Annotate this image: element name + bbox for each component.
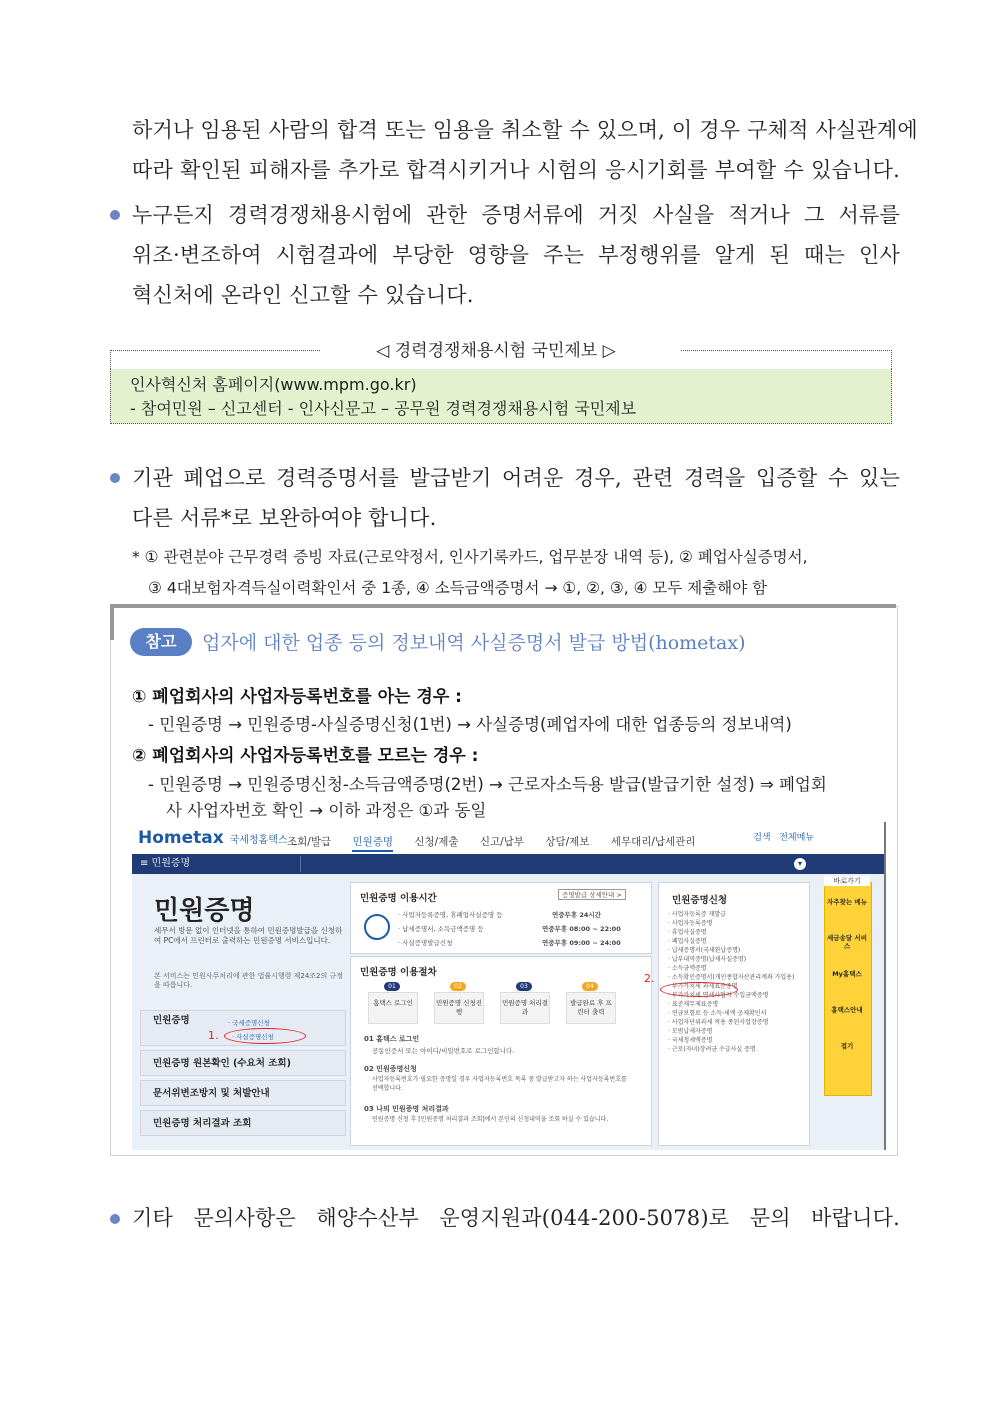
time-row-value: 연중무휴 08:00 ~ 22:00: [542, 925, 621, 933]
side-item[interactable]: My홈택스: [832, 970, 862, 978]
proc-item-title: 03 나의 민원증명 처리결과: [364, 1105, 449, 1113]
step-box: 홈택스 로그인: [368, 992, 418, 1024]
clock-icon: [364, 914, 390, 940]
notice-line-1: 인사혁신처 홈페이지(www.mpm.go.kr): [130, 375, 417, 394]
hometax-time-button[interactable]: 증명발급 상세안내 >: [558, 889, 626, 900]
all-menu-icon[interactable]: 전체메뉴: [779, 833, 814, 843]
bullet-icon: [110, 210, 120, 220]
hometax-proc-title: 민원증명 이용절차: [360, 967, 437, 978]
reference-heading-2: ② 폐업회사의 사업자등록번호를 모르는 경우 :: [132, 746, 479, 766]
hometax-logo: Hometax 국세청홈택스: [138, 828, 288, 848]
apply-list-item[interactable]: · 사업자등록증명: [668, 920, 713, 927]
reference-text-2b: 사 사업자번호 확인 → 이하 과정은 ①과 동일: [166, 801, 487, 820]
time-row-label: · 사업자등록증명, 휴폐업사실증명 등: [398, 911, 503, 919]
paragraph-line: 위조·변조하여 시험결과에 부당한 영향을 주는 부정행위를 알게 된 때는 인사: [132, 243, 900, 267]
time-row-value: 연중무휴 24시간: [552, 911, 601, 919]
reference-text-2a: - 민원증명 → 민원증명신청-소득금액증명(2번) → 근로자소득용 발급(발급기한 설정) ⇒ 폐업회: [148, 775, 827, 794]
step-box: 민원증명 신청진행: [434, 992, 484, 1024]
nav-item[interactable]: 조회/발급: [287, 836, 332, 848]
paragraph-1: [132, 110, 918, 190]
apply-list-item[interactable]: · 모범납세자증명: [668, 1028, 713, 1035]
hometax-desc2: 본 서비스는 민원사무처리에 관한 법률시행령 제24조2의 규정을 따릅니다.: [154, 972, 343, 989]
paragraph-3: [132, 458, 900, 538]
side-item[interactable]: 접기: [840, 1042, 854, 1050]
side-item[interactable]: 세금송달 서비스: [827, 934, 867, 950]
red-highlight-2: [660, 982, 738, 997]
paragraph-4: [132, 1198, 900, 1238]
hometax-apply-title: 민원증명신청: [672, 895, 728, 906]
apply-list-item[interactable]: · 국세청세액증명: [668, 1037, 713, 1044]
paragraph-line: 누구든지 경력경쟁채용시험에 관한 증명서류에 거짓 사실을 적거나 그 서류를: [132, 203, 900, 227]
step-number: 01: [384, 982, 400, 991]
hometax-nav: [287, 834, 713, 849]
step-number: 03: [516, 982, 532, 991]
bullet-icon: [110, 473, 120, 483]
apply-list-item[interactable]: · 사업자등록증 재발급: [668, 911, 726, 918]
apply-list-item[interactable]: · 연금보험료 등 소득·세액 공제확인서: [668, 1010, 767, 1017]
reference-badge: 참고: [130, 628, 192, 656]
proc-item-text: 공동인증서 또는 아이디/비밀번호로 로그인합니다.: [372, 1047, 515, 1055]
paragraph-line: 기타 문의사항은 해양수산부 운영지원과(044-200-5078)로 문의 바랍니다.: [132, 1206, 900, 1230]
proc-item-title: 02 민원증명신청: [364, 1065, 417, 1073]
time-row-value: 연중무휴 09:00 ~ 24:00: [542, 939, 621, 947]
apply-list-item[interactable]: · 휴업사실증명: [668, 929, 707, 936]
side-item[interactable]: 홈택스안내: [831, 1006, 863, 1014]
apply-list-item[interactable]: · 표준재무제표증명: [668, 1001, 719, 1008]
reference-title: 업자에 대한 업종 등의 정보내역 사실증명서 발급 방법(hometax): [202, 632, 746, 654]
apply-list-item[interactable]: · 사업자단위과세 적용 종된사업장증명: [668, 1019, 769, 1026]
hometax-side-title: 바로가기: [824, 876, 870, 886]
paragraph-line: 따라 확인된 피해자를 추가로 합격시키거나 시험의 응시기회를 부여할 수 있습니다.: [132, 158, 900, 182]
paragraph-line: 다른 서류*로 보완하여야 합니다.: [132, 506, 437, 530]
nav-item[interactable]: 세무대리/납세관리: [610, 836, 696, 848]
paragraph-line: 혁신처에 온라인 신고할 수 있습니다.: [132, 283, 474, 307]
reference-box-top-border: [110, 604, 896, 608]
nav-item[interactable]: 상담/제보: [545, 836, 590, 848]
marker-2: 2.: [644, 972, 655, 985]
reference-text-1: - 민원증명 → 민원증명-사실증명신청(1번) → 사실증명(폐업자에 대한 업종등의 정보내역): [148, 715, 792, 734]
bullet-icon: [110, 1214, 120, 1224]
step-number: 02: [450, 982, 466, 991]
hometax-menu-3[interactable]: 문서위변조방지 및 처발안내: [140, 1080, 346, 1106]
notice-line-2: - 참여민원 – 신고센터 - 인사신문고 – 공무원 경력경쟁채용시험 국민제보: [130, 399, 637, 418]
hometax-menu-4[interactable]: 민원증명 처리결과 조회: [140, 1110, 346, 1136]
notice-title: ◁ 경력경쟁채용시험 국민제보 ▷: [376, 341, 616, 361]
hometax-dropdown[interactable]: ≡ 민원증명: [140, 856, 301, 872]
hometax-screenshot: [132, 822, 886, 1150]
hometax-time-title: 민원증명 이용시간: [360, 893, 437, 904]
footnote-line-2: ③ 4대보험자격득실이력확인서 중 1종, ④ 소득금액증명서 → ①, ②, ③, ④ 모두 제출해야 함: [148, 579, 768, 597]
reference-heading-1: ① 폐업회사의 사업자등록번호를 아는 경우 :: [132, 687, 462, 707]
apply-list-item[interactable]: · 폐업사실증명: [668, 938, 707, 945]
side-item[interactable]: 자주찾는 메뉴: [827, 898, 867, 906]
paragraph-2: [132, 195, 900, 315]
red-highlight-1: [224, 1028, 306, 1044]
time-row-label: · 납세증명서, 소득금액증명 등: [398, 925, 484, 933]
proc-item-title: 01 홈택스 로그인: [364, 1035, 420, 1043]
apply-list-item[interactable]: · 소득금액증명: [668, 965, 707, 972]
step-box: 발급완료 후 프린터 출력: [566, 992, 616, 1024]
nav-item[interactable]: 신청/제출: [414, 836, 459, 848]
chevron-down-icon[interactable]: ▾: [794, 858, 806, 870]
proc-item-text: 민원증명 신청 후 [민원증명 처리결과 조회]에서 본인의 신청내역을 조회 하실 수 있습니다.: [372, 1116, 609, 1123]
apply-list-item[interactable]: · 납세증명서(국세완납증명): [668, 947, 741, 954]
time-row-label: · 사실증명발급신청: [398, 939, 453, 947]
apply-list-item[interactable]: · 납부내역증명(납세사실증명): [668, 956, 747, 963]
apply-list-item[interactable]: · 근로(자녀)장려금 수급사실 증명: [668, 1046, 756, 1053]
footnote-line-1: * ① 관련분야 근무경력 증빙 자료(근로약정서, 인사기록카드, 업무분장 내역 등), ② 폐업사실증명서,: [132, 548, 808, 566]
step-number: 04: [582, 982, 598, 991]
hometax-top-icons: [753, 830, 814, 843]
nav-item-active[interactable]: 민원증명: [352, 836, 393, 852]
search-icon[interactable]: 검색: [753, 833, 771, 843]
apply-list-item[interactable]: · 소득확인증명서(개인종합자산관리계좌 가입용): [668, 974, 795, 981]
paragraph-line: 하거나 임용된 사람의 합격 또는 임용을 취소할 수 있으며, 이 경우 구체적 사실관계에: [132, 118, 918, 142]
hometax-menu-2[interactable]: 민원증명 원본확인 (수요처 조회): [140, 1050, 346, 1076]
hometax-page-title: 민원증명: [154, 896, 255, 926]
nav-item[interactable]: 신고/납부: [479, 836, 524, 848]
step-box: 민원증명 처리결과: [500, 992, 550, 1024]
marker-1: 1.: [208, 1029, 219, 1042]
hometax-menu-1[interactable]: 민원증명: [140, 1010, 346, 1046]
hometax-menu-1-sub1[interactable]: · 국세증명신청: [228, 1019, 270, 1027]
hometax-menu-1-sub2[interactable]: · 사실증명신청: [232, 1033, 274, 1041]
apply-list-item[interactable]: · 부가가치세 과세표준증명: [668, 983, 738, 990]
hometax-desc: 세무서 방문 없이 인터넷을 통하여 민원증명발급을 신청하여 PC에서 프린터로 출력하는 민원증명 서비스입니다.: [154, 926, 343, 945]
apply-list-item[interactable]: · 부가가치세 면세사업자 수입금액증명: [668, 992, 769, 999]
paragraph-line: 기관 폐업으로 경력증명서를 발급받기 어려운 경우, 관련 경력을 입증할 수 있는: [132, 466, 900, 490]
reference-box-left-border: [110, 604, 114, 640]
proc-item-text: 사업자등록번호가 필요한 증명일 경우 사업자등록번호 목록 중 발급받고자 하는 사업자등록번호를 선택합니다.: [372, 1076, 627, 1092]
hometax-side-panel: [824, 882, 872, 1096]
